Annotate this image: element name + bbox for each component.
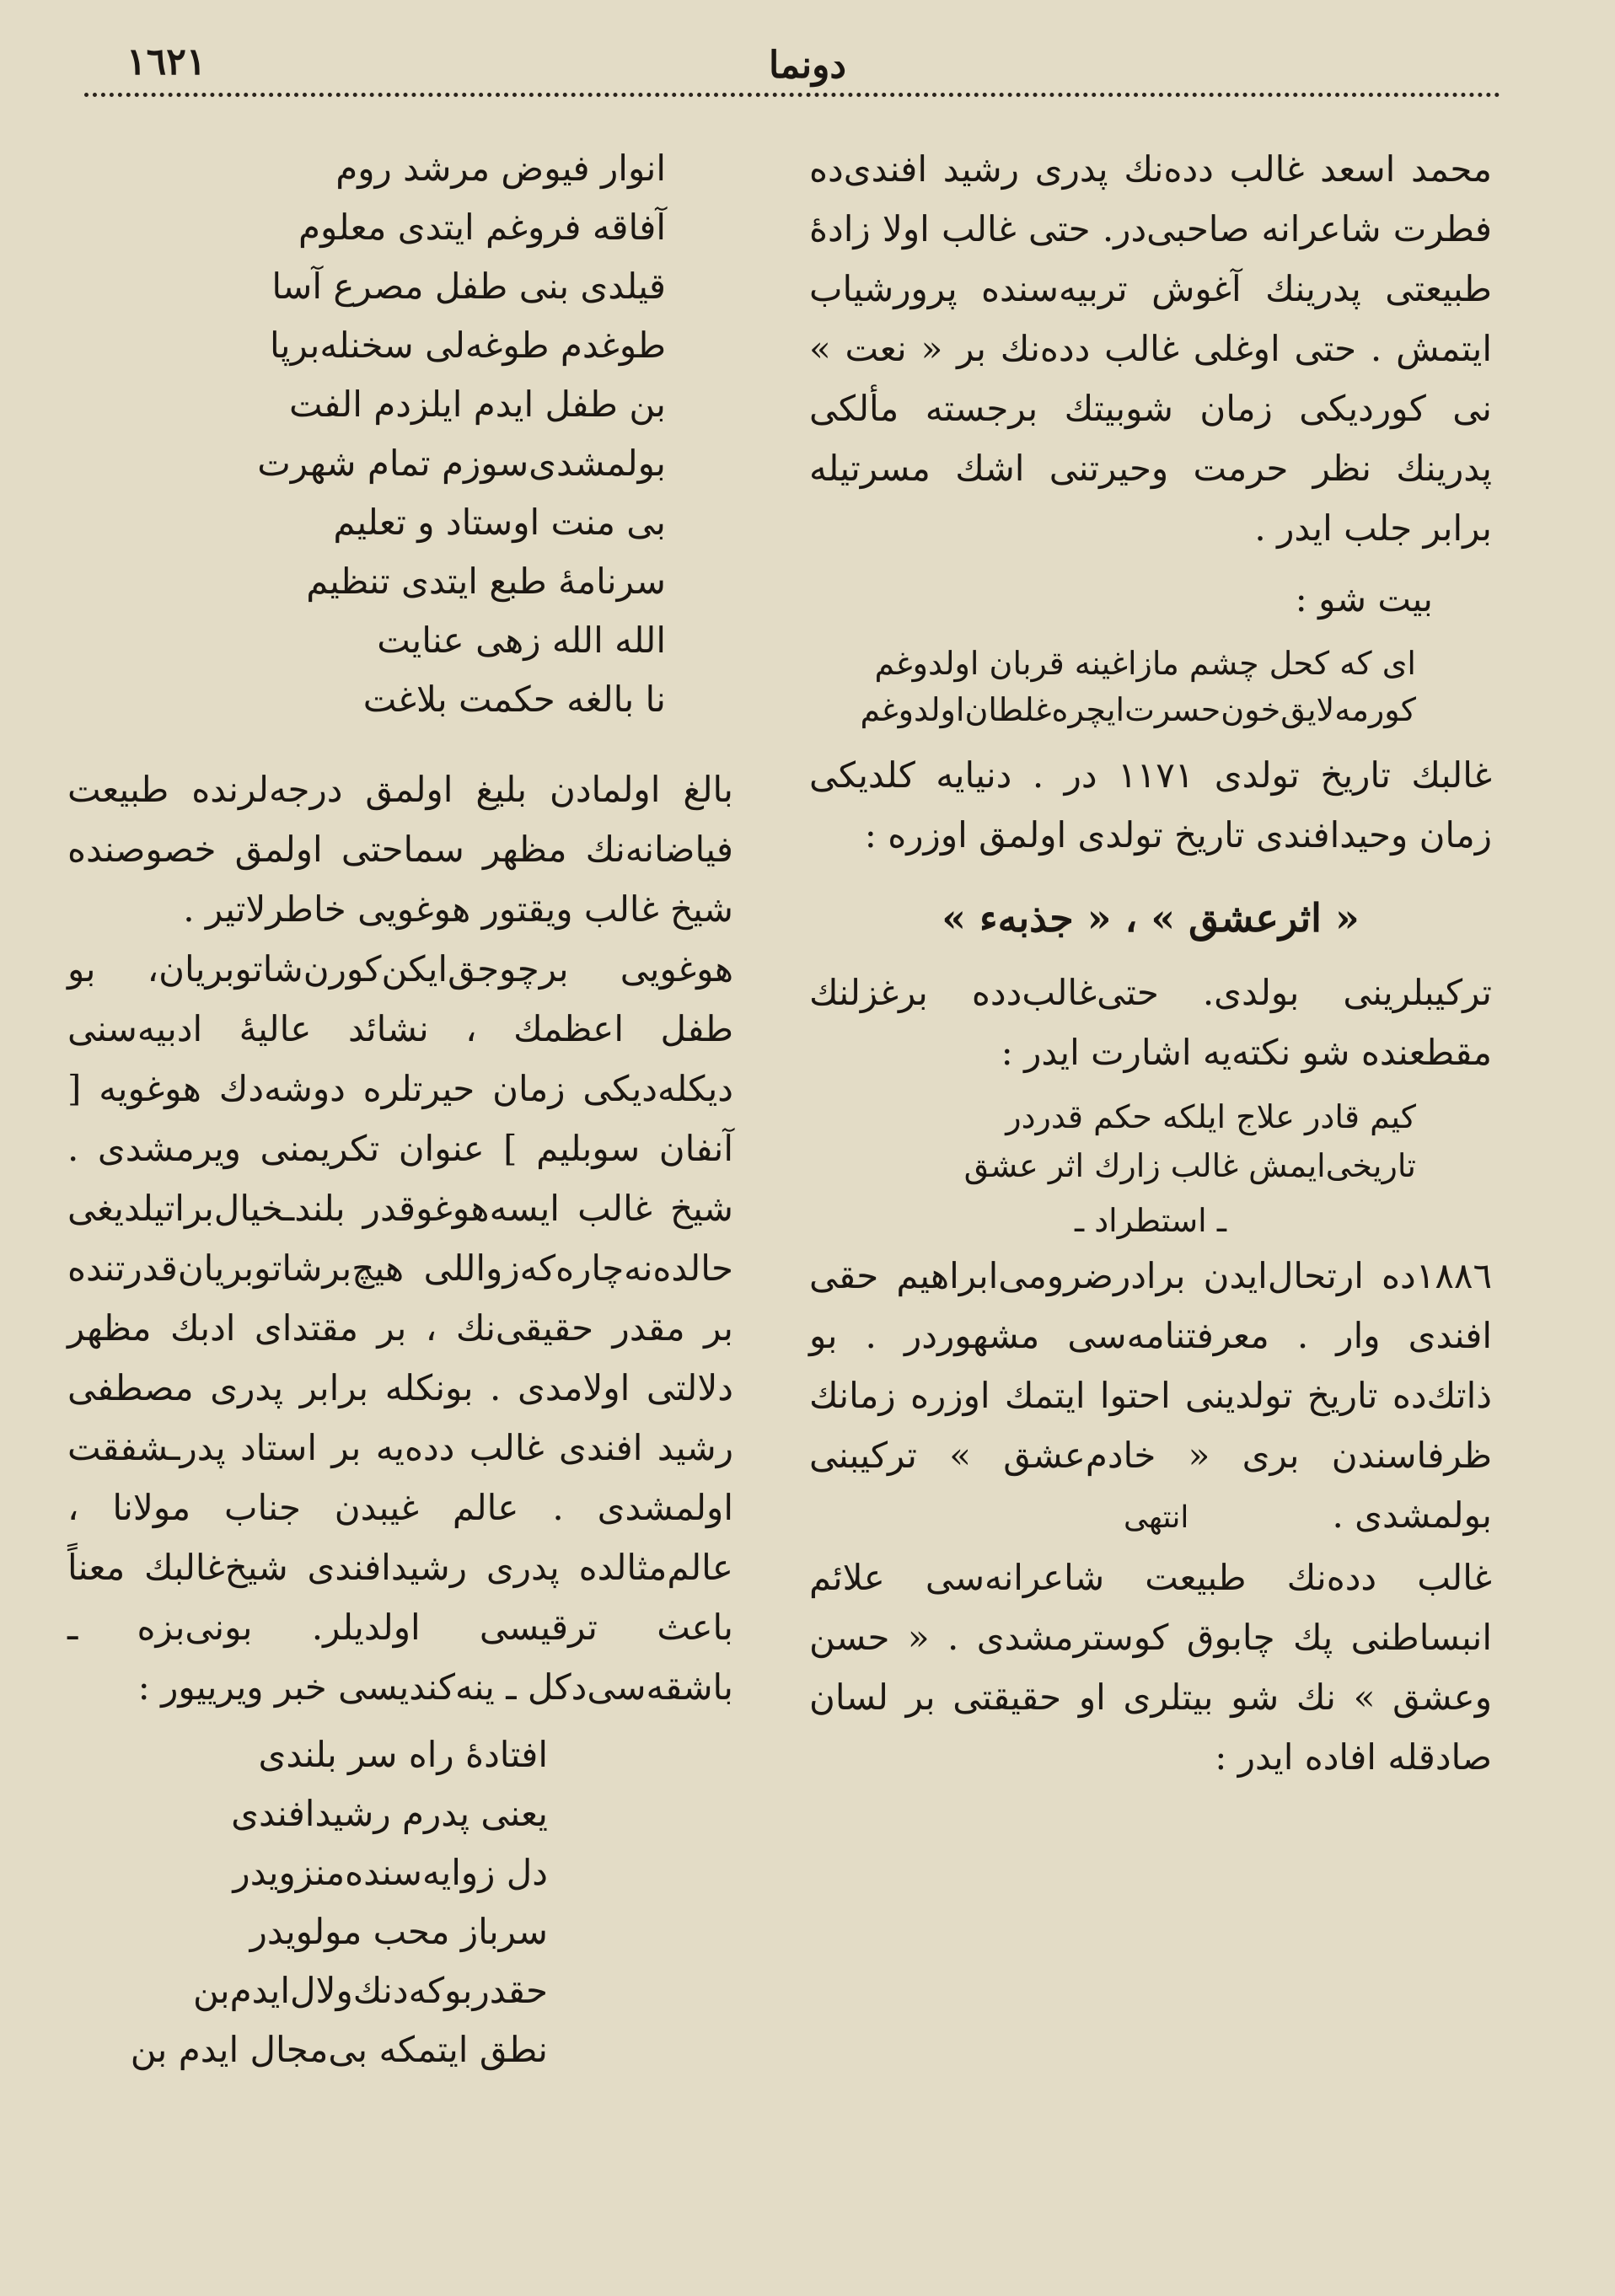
running-head: دونما [769,44,846,87]
left-paragraph-1: بالغ اولمادن بلیغ اولمق درجه‌لرنده طبیعت فیاضانه‌نك مظهر سماحتی اولمق خصوصنده شیخ غالب ویقتور هوغویی خاطرلاتیر . [67,769,733,930]
verse-top-line: نا بالغه حكمت بلاغت [362,679,666,720]
verse-bottom-line: نطق ایتمكه بی‌مجال ایدم بن [130,2029,548,2070]
verse-bottom [67,1725,548,2079]
couplet-2 [809,1092,1416,1190]
verse-top-line: بی منت اوستاد و تعلیم [333,502,666,543]
couplet-1-line-1: ای كه كحل چشم مازاغینه قربان اولدوغم [874,645,1416,682]
istitrad-heading: ـ استطراد ـ [1075,1202,1226,1239]
verse-top-line: آفاقه فروغم ایتدی معلوم [298,207,666,248]
left-paragraph-2: هوغویی برچوجق‌ایكن‌كورن‌شاتوبریان، بو طفل اعظمك ، نشائد عالیهٔ ادبیه‌سنی دیكله‌دیكی زمان حیرتلره دوشه‌دك هوغویه [ آنفان سوبلیم ] عنوان تكریمنی ویرمشدی . شیخ غالب ایسه‌هوغوقدر بلندـخیال‌براتیلدیغی حالده‌نه‌چاره‌كه‌زواللی هیچ‌برشاتوبریان‌قدرتنده بر مقدر حقیقی‌نك ، بر مقتدای ادبك مظهر دلالتی اولامدی . بونكله برابر پدری مصطفی رشید افندی غالب دده‌یه بر استاد پدرـشفقت اولمشدی . عالم غیبدن جناب مولانا ، عالم‌مثالده پدری رشیدافندی شیخ‌غالبك معناً باعث ترقیسی اولدیلر. بونی‌بزه ـ باشقه‌سی‌دكل ـ ینه‌كندیسی خبر ویرییور : [67,948,733,1708]
beyt-intro: بیت شو : [1295,578,1433,620]
verse-bottom-line: یعنی پدرم رشیدافندی [231,1793,548,1834]
verse-top-line: قیلدی بنی طفل مصرع آسا [271,266,666,307]
verse-bottom-line: حقدر‌بوكه‌دنك‌ولال‌ایدم‌بن [192,1970,548,2011]
section-titles: « اثرعشق » ، « جذبه‌ء » [942,895,1360,941]
couplet-2-line-1: كیم قادر علاج ایلكه حكم قدردر [1006,1098,1416,1135]
verse-top-line: طوغدم طوغه‌لی سخنله‌برپا [270,325,666,366]
couplet-1 [809,641,1416,733]
right-paragraph-2: غالبك تاریخ تولدی ١١٧١ در . دنیایه كلدیكی زمان وحیدافندی تاریخ تولدی اولمق اوزره : [809,754,1492,856]
verse-bottom-line: دل زوایه‌سنده‌منزویدر [233,1852,548,1893]
right-paragraph-5: غالب دده‌نك طبیعت شاعرانه‌سی علائم انبساطنی پك چابوق كوسترمشدی . « حسن وعشق » نك شو بیتلری او حقیقتی بر لسان صادقله افاده ایدر : [809,1557,1492,1778]
right-paragraph-3: تركیبلرینی بولدی. حتی‌غالب‌دده برغزلنك مقطعنده شو نكته‌یه اشارت ایدر : [809,972,1492,1073]
couplet-2-line-2: تاریخی‌ایمش غالب زارك اثر عشق [963,1147,1416,1184]
verse-bottom-line: افتادهٔ راه سر بلندی [258,1734,548,1775]
verse-top-line: سرنامهٔ طبع ایتدی تنظیم [306,561,666,602]
verse-top [67,139,666,729]
couplet-1-line-2: كورمه‌لایق‌خون‌حسرت‌ایچره‌غلطان‌اولدوغم [860,691,1416,728]
inthe-mark: انتهی [1123,1500,1189,1535]
verse-top-line: انوار فیوض مرشد روم [335,148,666,189]
verse-top-line: بن طفل ایدم ایلزدم الفت [288,384,666,425]
verse-top-line: الله الله زهی عنایت [377,620,666,661]
page-number: ١٦٢١ [126,40,207,83]
right-paragraph-4-text: ١٨٨٦ده ارتحال‌ایدن برادرضرومی‌ابراهیم حقی افندی وار . معرفتنامه‌سی مشهوردر . بو ذاتك‌ده تاریخ تولدینی احتوا ایتمك اوزره زمانك ظرفاسندن بری « خادم‌عشق » تركیبنی بولمشدی . [809,1255,1492,1536]
verse-bottom-line: سرباز محب مولویدر [249,1911,548,1952]
right-paragraph-4 [809,1246,1492,1548]
verse-top-line: بولمشدی‌سوزم تمام شهرت [257,443,666,484]
header-rule [84,93,1500,97]
left-column [67,139,733,2079]
right-paragraph-1: محمد اسعد غالب دده‌نك پدری رشید افندی‌ده فطرت شاعرانه صاحبی‌در. حتی غالب اولا زادهٔ طبیعتی پدرینك آغوش تربیه‌سنده پرورشیاب ایتمش . حتی اوغلی غالب دده‌نك بر « نعت » نی كوردیكی زمان شوبیتك برجسته مألكی پدرینك نظر حرمت وحیرتنی اشك مسرتیله برابر جلب ایدر . [809,148,1492,549]
right-column [809,139,1492,1787]
